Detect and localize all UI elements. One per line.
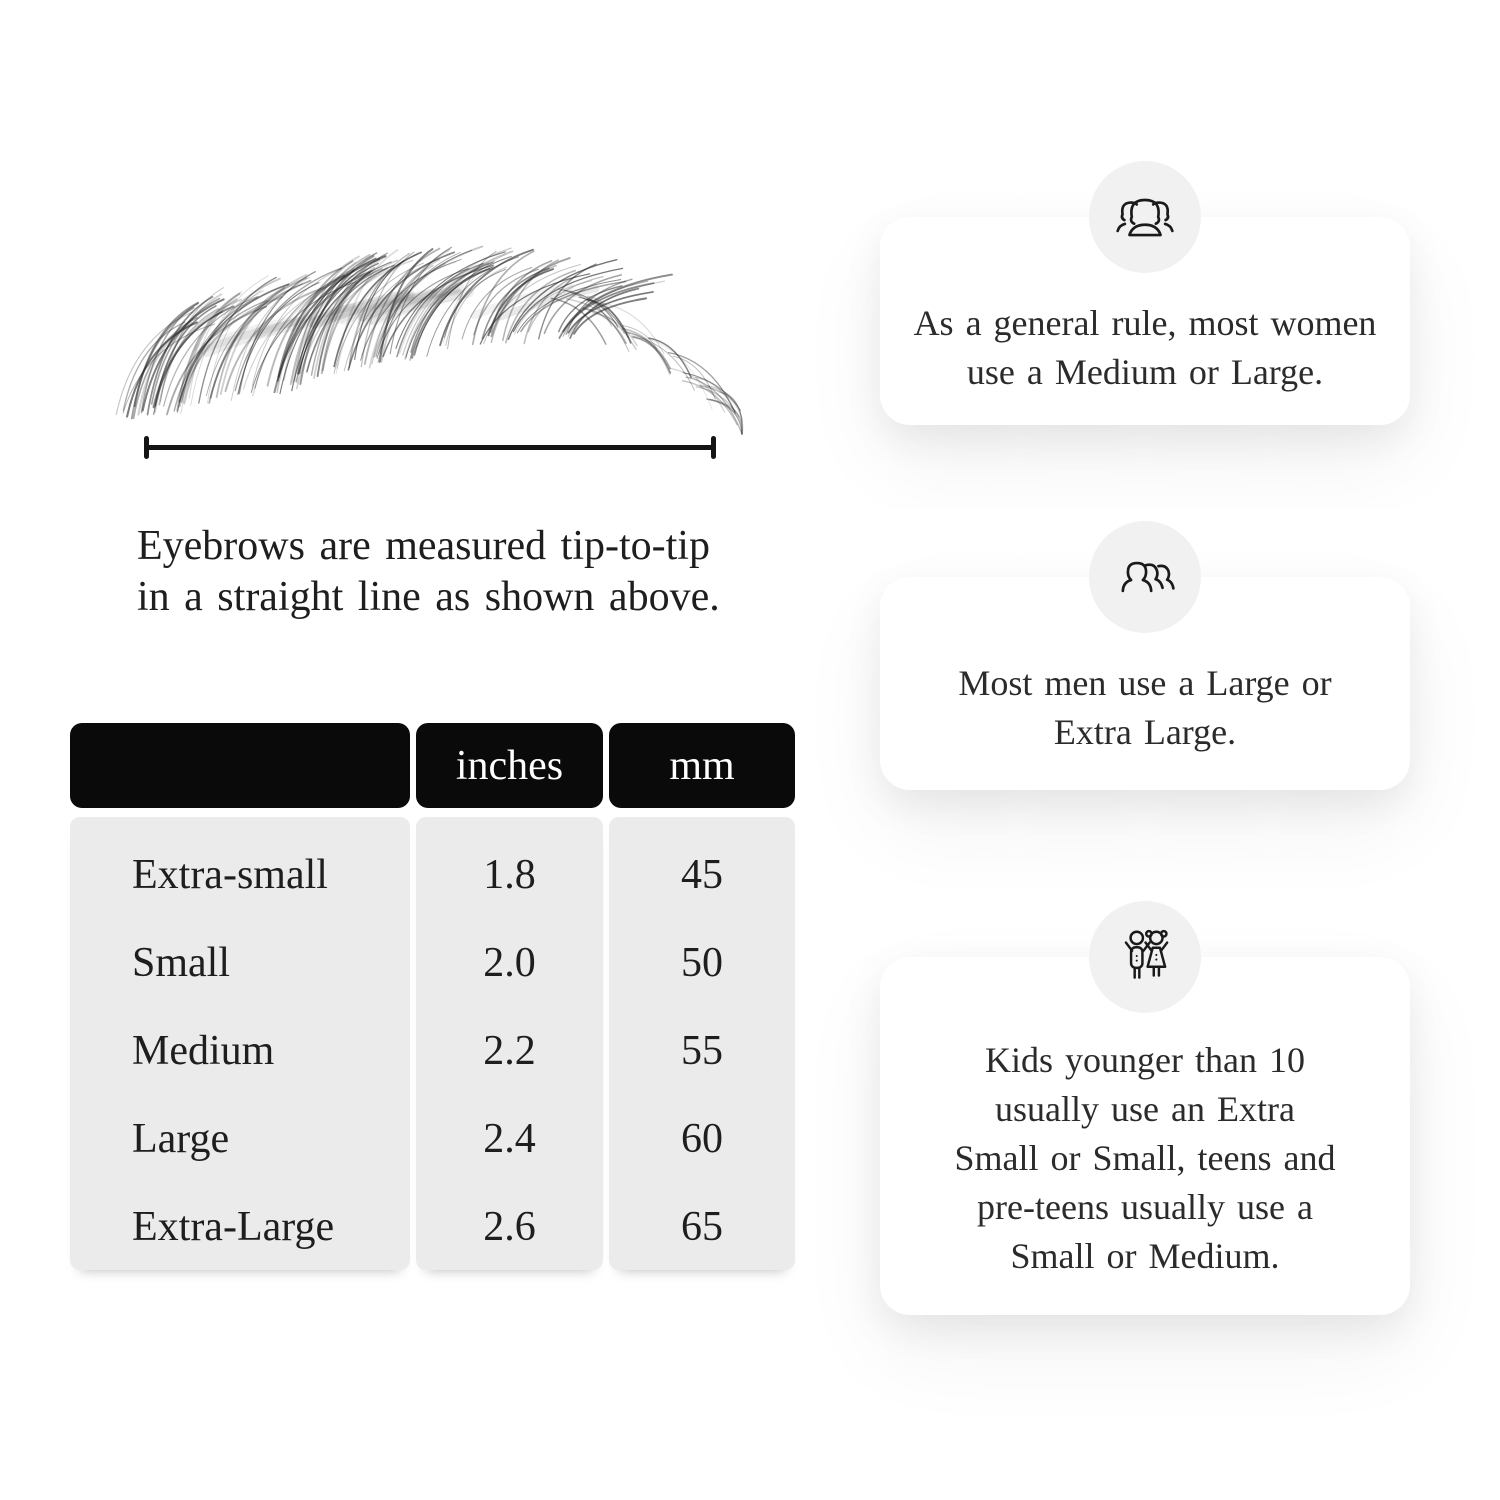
mm-value: 55 xyxy=(681,1028,723,1074)
kids-icon xyxy=(1112,924,1178,990)
size-label-column xyxy=(70,817,410,1270)
inches-column xyxy=(416,817,603,1270)
card-women-line-2: use a Medium or Large. xyxy=(966,352,1324,392)
inches-value: 2.4 xyxy=(483,1116,536,1162)
women-icon-circle xyxy=(1089,161,1201,273)
women-group-icon xyxy=(1112,184,1178,250)
caption-line-1: Eyebrows are measured tip-to-tip xyxy=(137,523,710,569)
inches-value: 2.6 xyxy=(483,1204,536,1250)
card-kids-line-2: usually use an Extra xyxy=(995,1088,1295,1129)
men-group-icon xyxy=(1112,544,1178,610)
mm-column xyxy=(609,817,795,1270)
card-men-line-1: Most men use a Large or xyxy=(958,662,1332,703)
size-label: Medium xyxy=(132,1028,275,1074)
card-kids-line-4: pre-teens usually use a xyxy=(977,1186,1313,1227)
header-cell-inches: inches xyxy=(416,723,603,808)
mm-value: 45 xyxy=(681,852,723,898)
header-cell-blank xyxy=(70,723,410,808)
card-kids-text xyxy=(880,1036,1410,1281)
card-men-text xyxy=(880,659,1410,757)
measurement-caption xyxy=(137,521,720,623)
card-kids-line-5: Small or Medium. xyxy=(1010,1235,1280,1276)
inches-value: 2.2 xyxy=(483,1028,536,1074)
caption-line-2: in a straight line as shown above. xyxy=(137,574,720,620)
inches-value: 2.0 xyxy=(483,940,536,986)
header-cell-mm: mm xyxy=(609,723,795,808)
mm-value: 60 xyxy=(681,1116,723,1162)
mm-value: 50 xyxy=(681,940,723,986)
mm-value: 65 xyxy=(681,1204,723,1250)
men-icon-circle xyxy=(1089,521,1201,633)
size-label: Large xyxy=(132,1116,230,1162)
card-kids-line-3: Small or Small, teens and xyxy=(954,1137,1336,1178)
inches-value: 1.8 xyxy=(483,852,536,898)
size-label: Extra-small xyxy=(132,852,328,898)
size-label: Extra-Large xyxy=(132,1204,335,1250)
size-label: Small xyxy=(132,940,231,986)
kids-icon-circle xyxy=(1089,901,1201,1013)
card-women-text xyxy=(880,299,1410,397)
measurement-line-right-cap xyxy=(711,436,716,459)
size-table-body xyxy=(70,817,796,1270)
card-kids-line-1: Kids younger than 10 xyxy=(985,1039,1305,1080)
measurement-line-left-cap xyxy=(144,436,149,459)
card-women-line-1: As a general rule, most women xyxy=(913,303,1377,343)
size-table xyxy=(70,723,796,1270)
card-men-line-2: Extra Large. xyxy=(1053,711,1237,752)
eyebrow-illustration xyxy=(0,0,780,470)
size-table-header-row xyxy=(70,723,796,808)
measurement-line xyxy=(145,445,715,450)
